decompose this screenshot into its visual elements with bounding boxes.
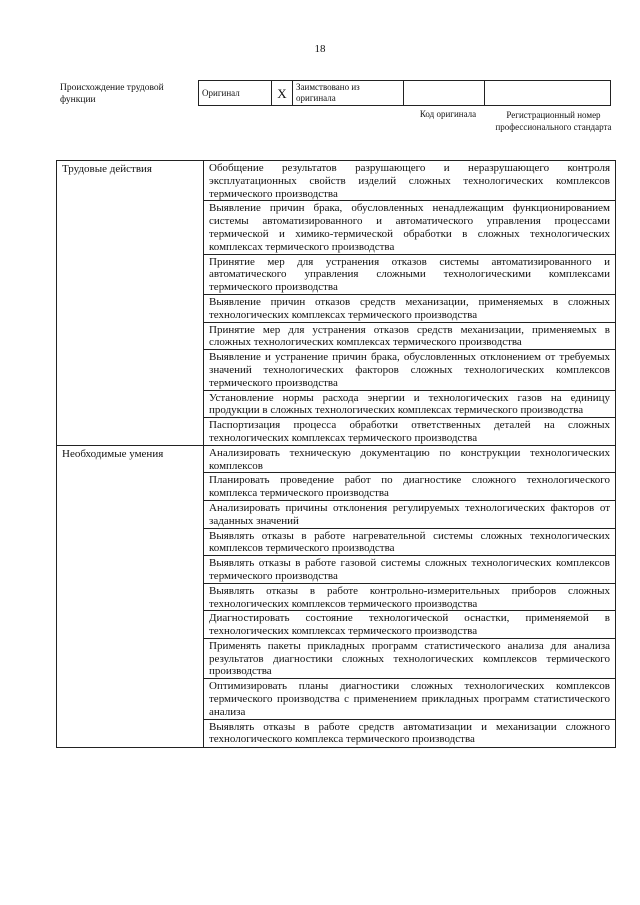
item-text: Выявление и устранение причин брака, обусловленных отклонением от требуемых значений технологических факторов сложных технологических комплексов термического производства <box>209 351 610 389</box>
labor-action-item <box>204 418 616 446</box>
item-text: Выявлять отказы в работе нагревательной системы сложных технологических комплексов термического производства <box>209 529 610 555</box>
skill-item <box>204 500 616 528</box>
labor-action-item <box>204 161 616 201</box>
labor-action-item <box>204 254 616 294</box>
section-label-skills: Необходимые умения <box>57 445 204 748</box>
function-table <box>56 160 616 748</box>
section-label-labor-actions: Трудовые действия <box>57 161 204 446</box>
table-row <box>57 445 616 473</box>
labor-action-item <box>204 294 616 322</box>
item-text: Принятие мер для устранения отказов системы автоматизированного и автоматического управления сложными технологическими комплексами термического производства <box>209 255 610 294</box>
code-caption: Код оригинала <box>419 109 477 119</box>
item-text: Анализировать причины отклонения регулируемых технологических факторов от заданных значений <box>209 501 610 527</box>
item-text: Выявлять отказы в работе средств автоматизации и механизации сложного технологического комплекса термического производства <box>209 720 610 746</box>
original-mark: X <box>272 81 293 106</box>
item-text: Планировать проведение работ по диагностике сложного технологического комплекса термического производства <box>209 474 610 500</box>
skill-item <box>204 473 616 501</box>
reg-number-cell <box>485 81 611 106</box>
item-text: Диагностировать состояние технологической оснастки, применяемой в технологических комплексах термического производства <box>209 612 610 638</box>
item-text: Установление нормы расхода энергии и технологических газов на единицу продукции в сложных технологических комплексах термического производства <box>209 391 610 417</box>
labor-action-item <box>204 201 616 254</box>
skill-item <box>204 556 616 584</box>
skill-item <box>204 611 616 639</box>
origin-table <box>198 80 611 106</box>
reg-caption: Регистрационный номер профессионального стандарта <box>495 110 612 132</box>
item-text: Применять пакеты прикладных программ статистического анализа для анализа результатов диагностики сложных технологических комплексов термического производства <box>209 639 610 678</box>
skill-item <box>204 583 616 611</box>
item-text: Выявление причин отказов средств механизации, применяемых в сложных технологических комплексах термического производства <box>209 295 610 321</box>
page-number: 18 <box>314 43 326 55</box>
skill-item <box>204 528 616 556</box>
table-row <box>57 161 616 201</box>
original-code-cell <box>404 81 485 106</box>
item-text: Паспортизация процесса обработки ответственных деталей на сложных технологических комплексах термического производства <box>209 419 610 444</box>
labor-action-item <box>204 322 616 350</box>
skill-item <box>204 638 616 678</box>
item-text: Выявлять отказы в работе контрольно-измерительных приборов сложных технологических комплексов термического производства <box>209 584 610 610</box>
labor-action-item <box>204 350 616 390</box>
item-text: Выявление причин брака, обусловленных ненадлежащим функционированием системы автоматизированного и автоматического управления процессами термической и химико-термической обработки в сложных технологических комплексах термического производства <box>209 202 610 253</box>
labor-action-item <box>204 390 616 418</box>
original-cell: Оригинал <box>199 81 272 106</box>
skill-item <box>204 679 616 719</box>
item-text: Выявлять отказы в работе газовой системы сложных технологических комплексов термического производства <box>209 557 610 582</box>
item-text: Принятие мер для устранения отказов средств механизации, применяемых в сложных технологических комплексах термического производства <box>209 323 610 349</box>
origin-label: Происхождение трудовой функции <box>60 83 164 105</box>
item-text: Обобщение результатов разрушающего и неразрушающего контроля эксплуатационных свойств изделий сложных технологических комплексов термического производства <box>209 162 610 200</box>
skill-item <box>204 445 616 473</box>
item-text: Анализировать техническую документацию по конструкции технологических комплексов <box>209 446 610 472</box>
skill-item <box>204 719 616 748</box>
borrowed-cell: Заимствовано из оригинала <box>293 81 404 106</box>
item-text: Оптимизировать планы диагностики сложных технологических комплексов термического производства с применением прикладных программ статистического анализа <box>209 680 610 718</box>
